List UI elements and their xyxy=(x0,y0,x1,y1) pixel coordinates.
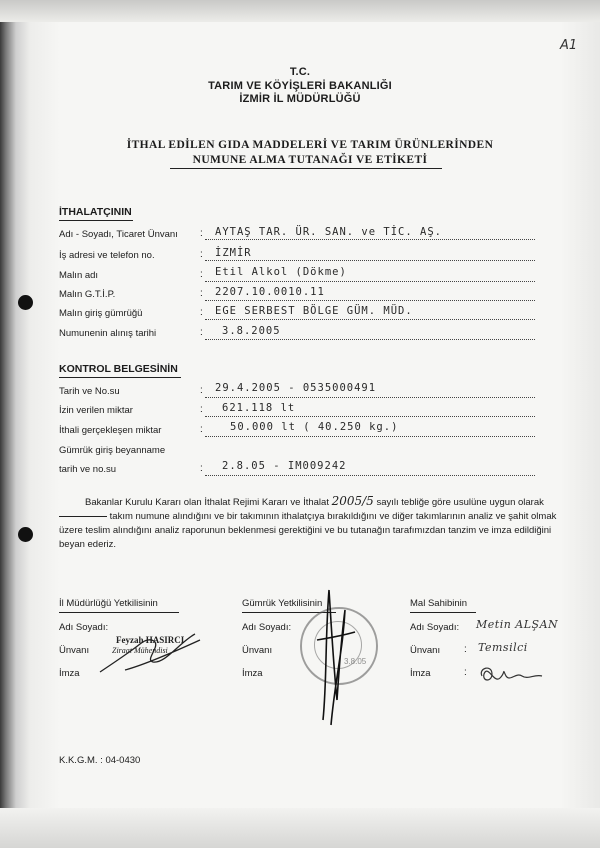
section-importer-title: İTHALATÇININ xyxy=(59,206,132,218)
field-value-gtip: 2207.10.0010.11 xyxy=(215,286,325,298)
colon: : xyxy=(200,249,203,260)
punch-hole xyxy=(18,527,33,542)
colon: : xyxy=(200,307,203,318)
title-underline xyxy=(170,168,442,169)
colon: : xyxy=(200,404,203,415)
dotted-line xyxy=(205,260,535,261)
document-title-line2: NUMUNE ALMA TUTANAĞI VE ETİKETİ xyxy=(192,154,428,166)
field-value-actual: 50.000 lt ( 40.250 kg.) xyxy=(230,421,399,433)
dotted-line xyxy=(205,281,535,282)
section-underline xyxy=(59,220,133,221)
label-sign-1: İmza xyxy=(59,668,80,679)
field-label-customs: Malın giriş gümrüğü xyxy=(59,308,143,319)
field-label-declaration: Gümrük giriş beyanname xyxy=(59,445,166,456)
label-title-1: Ünvanı xyxy=(59,645,90,656)
footer-code: K.K.G.M. : 04-0430 xyxy=(59,755,141,766)
field-value-address: İZMİR xyxy=(215,247,252,259)
field-label-name: Adı - Soyadı, Ticaret Ünvanı xyxy=(59,229,178,240)
col-title-underline xyxy=(59,612,179,613)
dotted-line xyxy=(205,339,535,340)
statement-year: 2005/5 xyxy=(331,494,374,508)
colon: : xyxy=(464,644,467,655)
field-label-gtip: Malın G.T.İ.P. xyxy=(59,289,116,300)
stamp-name: Feyzah HASIRCI xyxy=(116,635,185,645)
dotted-line xyxy=(205,239,535,240)
field-label-permitted: İzin verilen miktar xyxy=(59,405,133,416)
document-title-line1: İTHAL EDİLEN GIDA MADDELERİ VE TARIM ÜRÜNLERİNDEN xyxy=(126,139,494,151)
colon: : xyxy=(464,667,467,678)
col-title-underline xyxy=(410,612,476,613)
field-label-actual: İthali gerçekleşen miktar xyxy=(59,425,162,436)
label-sign-2: İmza xyxy=(242,668,263,679)
dotted-line xyxy=(205,300,535,301)
colon: : xyxy=(200,269,203,280)
dotted-line xyxy=(205,436,535,437)
label-title-2: Ünvanı xyxy=(242,645,273,656)
scan-shadow-bottom xyxy=(0,808,600,848)
officer-signature xyxy=(95,622,205,682)
field-value-customs: EGE SERBEST BÖLGE GÜM. MÜD. xyxy=(215,305,413,317)
scan-shadow-top xyxy=(0,0,600,22)
label-name-3: Adı Soyadı: xyxy=(410,622,460,633)
statement-paragraph xyxy=(59,494,559,552)
colon: : xyxy=(200,424,203,435)
header-directorate: İZMİR İL MÜDÜRLÜĞÜ xyxy=(239,93,361,105)
stamp-title: Ziraat Mühendisi xyxy=(112,646,168,655)
header-ministry: TARIM VE KÖYİŞLERİ BAKANLIĞI xyxy=(208,80,392,92)
blank-line xyxy=(59,516,107,517)
label-sign-3: İmza xyxy=(410,668,431,679)
field-value-permitted: 621.118 lt xyxy=(222,402,296,414)
dotted-line xyxy=(205,416,535,417)
colon: : xyxy=(200,385,203,396)
field-label-sample-date: Numunenin alınış tarihi xyxy=(59,328,157,339)
field-value-declaration-date: 2.8.05 - IM009242 xyxy=(222,460,347,472)
punch-hole xyxy=(18,295,33,310)
field-value-cert-date: 29.4.2005 - 0535000491 xyxy=(215,382,377,394)
label-name-2: Adı Soyadı: xyxy=(242,622,292,633)
header-tc: T.C. xyxy=(289,66,311,78)
stamp-date: 3.8.05 xyxy=(344,657,367,666)
field-value-product: Etil Alkol (Dökme) xyxy=(215,266,347,278)
colon: : xyxy=(200,327,203,338)
page-number: A1 xyxy=(560,38,578,53)
field-value-sample-date: 3.8.2005 xyxy=(222,325,281,337)
owner-title: Temsilci xyxy=(478,641,528,654)
statement-part3: takım numune alındığını ve bir takımının ithalatçıya bırakıldığını ve diğer takımlarının analiz ve şahit olmak üzere teslim alındığını analiz raporunun beklenmesi gerektiğini ve bu tutanağın tarafımızdan tanzim ve imza edildiğini beyan ederiz. xyxy=(59,511,557,550)
field-label-product: Malın adı xyxy=(59,270,99,281)
customs-signature xyxy=(305,580,365,730)
field-label-declaration-date: tarih ve no.su xyxy=(59,464,117,475)
statement-part1: Bakanlar Kurulu Kararı olan İthalat Rejimi Kararı ve İthalat xyxy=(85,497,329,508)
colon: : xyxy=(200,288,203,299)
field-label-address: İş adresi ve telefon no. xyxy=(59,250,155,261)
section-underline xyxy=(59,377,181,378)
dotted-line xyxy=(205,475,535,476)
colon: : xyxy=(200,463,203,474)
field-value-name: AYTAŞ TAR. ÜR. SAN. ve TİC. AŞ. xyxy=(215,226,442,238)
owner-name: Metin ALŞAN xyxy=(476,618,559,631)
col-title-directorate: İl Müdürlüğü Yetkilisinin xyxy=(59,598,158,609)
section-control-title: KONTROL BELGESİNİN xyxy=(59,363,178,375)
statement-part2: sayılı tebliğe göre usulüne uygun olarak xyxy=(376,497,544,508)
col-title-owner: Mal Sahibinin xyxy=(410,598,468,609)
label-name-1: Adı Soyadı: xyxy=(59,622,109,633)
dotted-line xyxy=(205,397,535,398)
field-label-cert-date: Tarih ve No.su xyxy=(59,386,120,397)
dotted-line xyxy=(205,319,535,320)
colon: : xyxy=(200,228,203,239)
col-title-customs: Gümrük Yetkilisinin xyxy=(242,598,323,609)
label-title-3: Ünvanı xyxy=(410,645,441,656)
owner-signature xyxy=(476,660,556,690)
